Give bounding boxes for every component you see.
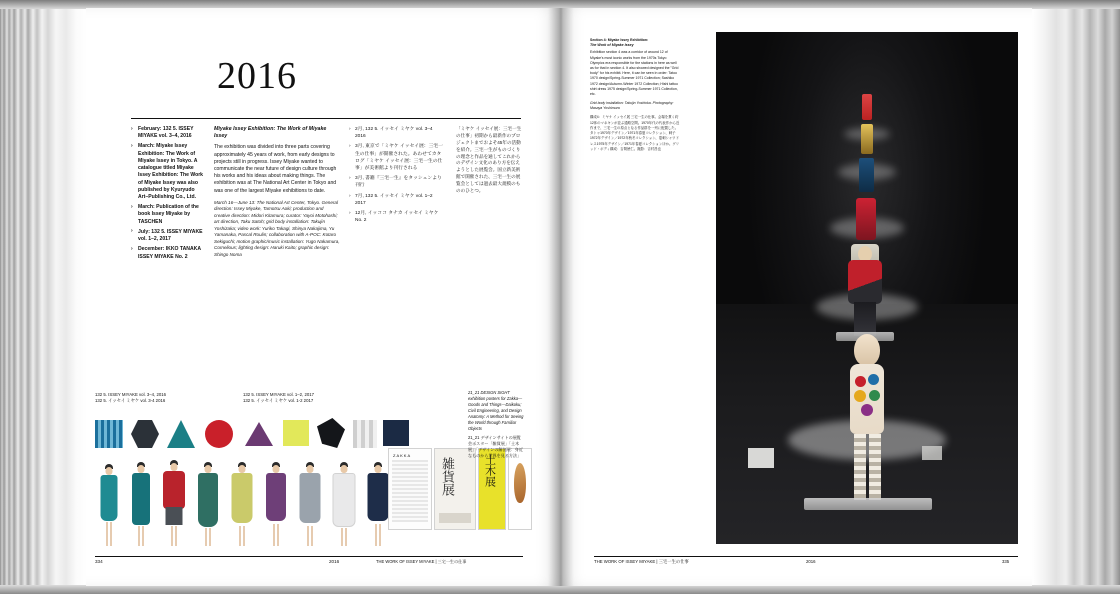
plate-caption-left <box>95 392 166 405</box>
plate-caption-mid <box>243 392 314 405</box>
caption-section: Section 4: Miyake Issey Exhibition: <box>590 38 649 42</box>
plate-blue-stripes <box>95 420 123 448</box>
left-folio: 334 <box>95 559 103 564</box>
left-running-head: THE WORK OF ISSEY MIYAKE | 三宅一生の仕事 <box>376 559 467 564</box>
timeline-item: › December: IKKO TANAKA ISSEY MIYAKE No. 2 <box>131 246 206 260</box>
caption-japanese: 構成4：ミヤケ イッセイ展 三宅一生の仕事。会場を貫く約12体のマネキンが並ぶ通路空間。1970年代の代表作から近作まで、三宅一生の原点となる作品群を一列に配置した。タトゥ1970年デザイン／1971年春夏コレクション、刺子1972年デザイン／1972年秋冬コレクション、菱刺シャツドレス1975年デザイン／1971年春夏コレクションほか。グリッド・ボディ構成：吉岡徳仁。撮影：吉村昌也 <box>590 115 680 151</box>
plate-black-fold <box>317 418 345 448</box>
mannequin-foreground <box>824 334 910 514</box>
japanese-timeline-item: › 2月, 132 5. イッセイ ミヤケ vol. 3–4 2016 <box>349 126 444 140</box>
timeline-item: › July: 132 5. ISSEY MIYAKE vol. 1–2, 2017 <box>131 229 206 243</box>
essay-credits: March 16—June 13: The National Art Center, Tokyo. General direction: Issey Miyake, Tamotsu Aoki; production and creative direction: Midori Kitamura; curator: Yayoi Motohashi; art direction, Taku Satoh; grid body installation: Takujin Yoshizaka; video work: Yuriko Takagi, Shinya Nakajima, Yu Yamanaka, Pascal Roulin; collaboration with A-POC: Kotaro Sekiguchi; motion graphic/music installation: Yugo Nakamura, Cornelious; lighting design: Haruki Kaito; graphic design: Shingo Noma <box>214 199 340 257</box>
left-page <box>86 8 560 586</box>
poster-row <box>388 448 528 540</box>
plate-dark-hexagon <box>131 420 159 448</box>
timeline-item: › March: Publication of the book Issey Miyake by TASCHEN <box>131 204 206 226</box>
essay-heading: Miyake Issey Exhibition: The Work of Miyake Issey <box>214 126 327 140</box>
japanese-timeline-item: › 3月, 書籍『三宅一生』をタッシェンより刊行 <box>349 175 444 189</box>
poster-doboku-yellow: 土木展 <box>478 448 506 530</box>
poster-caption <box>468 390 524 459</box>
pedestal-foreground <box>804 498 932 510</box>
poster-caption-jp: 21_21 デザインサイトの展覧会ポスター「雑貨展」「土木展」「デザインの解剖展：身近なものから世界を見る方法」 <box>468 435 523 459</box>
poster-caption-en: 21_21 DESIGN SIGHT exhibition posters for Zakka—Goods and Things—Daikoku; Civil Engineering, and Design Anatomy: A Method for Seeing the World through Familiar Objects <box>468 390 524 431</box>
caption-credits: Grid body installation: Takujin Yoshioka. Photography: Masaya Yoshimura <box>590 101 674 111</box>
mannequin-distant <box>862 94 872 120</box>
plate-yellow-square <box>283 420 309 446</box>
timeline-item: › March: Miyake Issey Exhibition: The Work of Miyake Issey in Tokyo. A catalogue titled Miyake Issey Exhibition: The Work of Miyake Issey was also published by Kyuryudo Art–Publishing Co., Ltd. <box>131 143 206 201</box>
plate-navy-square <box>383 420 409 446</box>
japanese-timeline-item: › 7月, 132 5. イッセイ ミヤケ vol. 1–2 2017 <box>349 193 444 207</box>
right-footer-year: 2016 <box>806 559 816 564</box>
poster-design-anatomy <box>508 448 532 530</box>
right-footer-rule <box>594 556 1018 557</box>
figure <box>97 464 121 546</box>
mannequin-mid <box>856 198 876 240</box>
japanese-timeline-column <box>349 126 444 227</box>
essay-body: The exhibition was divided into three parts covering approximately 45 years of work, from early designs to projects still in progress. Issey Miyake wanted to communicate the near future of design culture through his works and his ideas about making things. The exhibition was at The National Art Center in Tokyo and was one of the largest Miyake exhibitions to date. <box>214 144 337 194</box>
figure-row <box>95 454 395 546</box>
figure <box>297 462 323 546</box>
poster-kanji-red: 雑貨展 <box>434 448 476 530</box>
plate-caption-left-jp: 132 5. イッセイ ミヤケ vol. 3-4 2016 <box>95 398 166 404</box>
timeline-column <box>131 126 206 264</box>
japanese-timeline-item: › 3月, 東京で「ミヤケ イッセイ展：三宅一生の仕事」が開催された。あわせてカタログ「ミヤケ イッセイ展：三宅一生の仕事」が美術館より刊行される <box>349 143 444 172</box>
plate-caption-mid-en: 132 5. ISSEY MIYAKE vol. 1–2, 2017 <box>243 392 315 397</box>
japanese-timeline-item: › 12月, イッココ タナカ イッセイ ミヤケ No. 2 <box>349 210 444 224</box>
plate-caption-left-en: 132 5. ISSEY MIYAKE vol. 3–4, 2016 <box>95 392 167 397</box>
figure <box>331 462 357 546</box>
exhibition-caption <box>590 38 680 156</box>
left-footer-rule <box>95 556 523 557</box>
figure <box>263 462 289 546</box>
wall-label <box>922 446 942 460</box>
right-running-head: THE WORK OF ISSEY MIYAKE | 三宅一生の仕事 <box>594 559 689 564</box>
right-folio: 335 <box>1002 559 1010 564</box>
caption-body: Exhibition section 4 was a corridor of around 12 of Miyake's most iconic works from the 1970s Tokyo Olympics era responsible for the stations in here as well as for that in section 4. It also showed designed the "Grid body" for his exhibit. Here, it can be seen in order: Tatoo 1970 design/Spring-Summer 1971 Collection; Sashiko 1972 design/Autumn-Winter 1972 Collection; Hishi tattoo shirt dress 1975 design/Spring-Summer 1971 Collection, etc. <box>590 50 679 96</box>
essay-column <box>214 126 340 258</box>
exhibition-photograph <box>716 32 1018 544</box>
year-heading: 2016 <box>217 55 297 97</box>
figure <box>195 462 221 546</box>
plate-grey-bars <box>353 420 377 448</box>
right-page <box>560 8 1032 586</box>
caption-heading: The Work of Miyake Issey <box>590 43 634 48</box>
plate-red-circle <box>205 420 233 448</box>
mannequin-mid-red <box>840 246 890 338</box>
top-rule <box>131 118 521 119</box>
bottom-page-edge <box>0 585 1120 594</box>
plate-caption-mid-jp: 132 5. イッセイ ミヤケ vol. 1-2 2017 <box>243 398 314 404</box>
plate-purple-triangle <box>245 422 273 446</box>
plate-teal-triangle <box>167 420 195 448</box>
wall-label <box>748 448 774 468</box>
mannequin-distant <box>861 124 873 154</box>
poster-zakka: ZAKKA <box>388 448 432 530</box>
japanese-essay-column: 「ミヤケ イッセイ展：三宅一生の仕事」初期から最新作のプロジェクトまでおよそ45年の活動を紹介。三宅一生がものづくりの理念と作品を通してこれからのデザイン文化のあり方を伝えようとした展覧会。国立新美術館で開催された、三宅一生の展覧会としては過去最大規模のもののひとつ。 <box>456 126 522 194</box>
mannequin-distant <box>859 158 874 192</box>
figure <box>229 462 255 546</box>
figure <box>129 462 153 546</box>
left-footer-year: 2016 <box>329 559 340 564</box>
figure <box>161 460 187 546</box>
timeline-item: › February: 132 5. ISSEY MIYAKE vol. 3–4, 2016 <box>131 126 206 140</box>
plate-row <box>95 412 395 460</box>
